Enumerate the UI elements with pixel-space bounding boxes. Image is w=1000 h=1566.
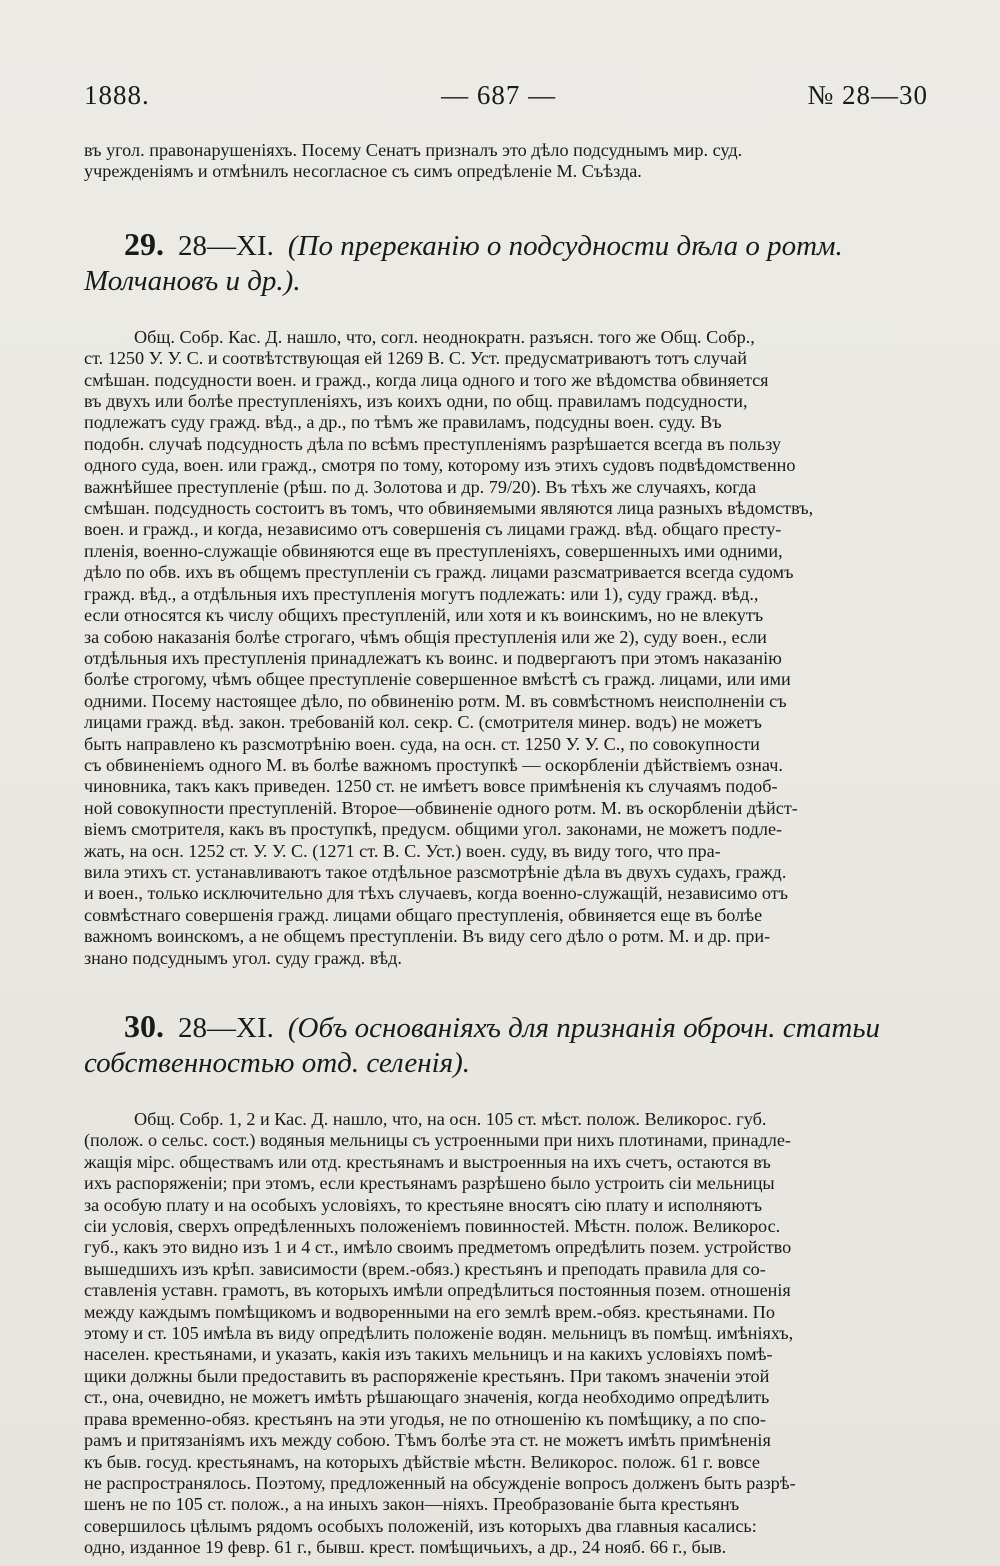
text-line: гражд. вѣд., а отдѣльныя ихъ преступленія могутъ подлежать: или 1), суду гражд. вѣд.,	[84, 583, 759, 604]
text-line: ставленія уставн. грамотъ, въ которыхъ имѣли опредѣлиться постоянныя позем. отношенія	[84, 1280, 791, 1301]
text-line: смѣшан. подсудности воен. и гражд., когда лица одного и того же вѣдомства обвиняется	[84, 369, 769, 390]
header-issue-numbers: № 28—30	[807, 80, 928, 110]
text-line: права временно-обяз. крестьянъ на эти угодья, не по отношенію къ помѣщику, а по спо-	[84, 1408, 766, 1429]
section-title: (По пререканію о подсудности дѣла о ротм.	[287, 229, 843, 262]
text-line: къ быв. госуд. крестьянамъ, на которыхъ дѣйствіе мѣстн. Великорос. полож. 61 г. вовсе	[84, 1451, 760, 1472]
text-line: въ угол. правонарушеніяхъ. Посему Сенатъ призналъ это дѣло подсуднымъ мир. суд.	[84, 140, 743, 160]
text-line: совершилось цѣлымъ рядомъ особыхъ положеній, изъ которыхъ два главныя касались:	[84, 1515, 757, 1536]
text-line: (полож. о сельс. сост.) водяныя мельницы съ устроенными при нихъ плотинами, принадле-	[84, 1130, 791, 1151]
section-date: 28—XI.	[178, 229, 274, 262]
text-line: въ двухъ или болѣе преступленіяхъ, изъ коихъ одни, по общ. правиламъ подсудности,	[84, 391, 748, 412]
text-line: отдѣльныя ихъ преступленія принадлежатъ къ воинс. и подвергаютъ при этомъ наказанію	[84, 647, 782, 668]
text-line: важномъ воинскомъ, а не общемъ преступленіи. Въ виду сего дѣло о ротм. М. и др. при-	[84, 926, 771, 947]
text-line: за собою наказанія болѣе строгаго, чѣмъ общія преступленія или же 2), суду воен., если	[84, 626, 767, 647]
text-line: ихъ распоряженіи; при этомъ, если крестьянамъ разрѣшено было устроить сіи мельницы	[84, 1173, 775, 1194]
text-line: одними. Посему настоящее дѣло, по обвиненію ротм. М. въ совмѣстномъ неисполненіи съ	[84, 690, 787, 711]
text-line: этому и ст. 105 имѣла въ виду опредѣлить положеніе водян. мельницъ въ помѣщ. имѣніяхъ,	[84, 1323, 794, 1344]
text-line: жать, на осн. 1252 ст. У. У. С. (1271 ст. В. С. Уст.) воен. суду, въ виду того, что пра-	[84, 840, 721, 861]
section-30-body	[84, 1109, 928, 1559]
text-line: ст., она, очевидно, не можетъ имѣть рѣшающаго значенія, когда необходимо опредѣлить	[84, 1387, 770, 1408]
text-line: учрежденіямъ и отмѣнилъ несогласное съ симъ опредѣленіе М. Съѣзда.	[84, 161, 642, 182]
text-line: не распространялось. Поэтому, предложенный на обсужденіе вопросъ долженъ быть разрѣ-	[84, 1472, 796, 1493]
text-line: воен. и гражд., и когда, независимо отъ совершенія съ лицами гражд. вѣд. общаго престу-	[84, 519, 782, 540]
text-line: за особую плату и на особыхъ условіяхъ, то крестьяне вносятъ сію плату и исполняютъ	[84, 1194, 763, 1215]
text-line: важнѣйшее преступленіе (рѣш. по д. Золотова и др. 79/20). Въ тѣхъ же случаяхъ, когда	[84, 476, 757, 497]
header-year: 1888.	[84, 80, 150, 110]
text-line: между каждымъ помѣщикомъ и водворенными на его землѣ врем.-обяз. крестьянами. По	[84, 1301, 775, 1322]
text-line: Общ. Собр. Кас. Д. нашло, что, согл. неоднократн. разъясн. того же Общ. Собр.,	[134, 326, 755, 347]
text-line: щики должны были предоставить въ распоряженіе крестьянъ. При такомъ значеніи этой	[84, 1365, 770, 1386]
text-line: подобн. случаѣ подсудность дѣла по всѣмъ преступленіямъ разрѣшается всегда въ пользу	[84, 433, 781, 454]
text-line: болѣе строгому, чѣмъ общее преступленіе совершенное вмѣстѣ съ гражд. лицами, или ими	[84, 669, 791, 690]
section-29-body	[84, 327, 928, 969]
text-line: ной совокупности преступленій. Второе—обвиненіе одного ротм. М. въ оскорбленіи дѣйст-	[84, 797, 798, 818]
header-page-number: — 687 —	[441, 80, 557, 110]
text-line: смѣшан. подсудность состоитъ въ томъ, что обвиняемыми являются лица разныхъ вѣдомствъ,	[84, 498, 814, 519]
section-30-heading	[84, 1009, 928, 1081]
section-number: 30.	[124, 1008, 164, 1044]
text-line: жащія мірс. обществамъ или отд. крестьянамъ и выстроенныя на ихъ счетъ, остаются въ	[84, 1151, 771, 1172]
text-line: Общ. Собр. 1, 2 и Кас. Д. нашло, что, на осн. 105 ст. мѣст. полож. Великорос. губ.	[134, 1109, 767, 1129]
text-line: подлежатъ суду гражд. вѣд., а др., по тѣмъ же правиламъ, подсудны воен. суду. Въ	[84, 412, 722, 433]
text-line: пленія, военно-служащіе обвиняются еще въ преступленіяхъ, совершенныхъ ими одними,	[84, 540, 783, 561]
text-line: съ обвиненіемъ одного М. въ болѣе важномъ проступкѣ — оскорбленіи дѣйствіемъ означ.	[84, 754, 783, 775]
text-line: быть направлено къ разсмотрѣнію воен. суда, на осн. ст. 1250 У. У. С., по совокупности	[84, 733, 760, 754]
text-line: вила этихъ ст. устанавливаютъ такое отдѣльное разсмотрѣніе дѣла въ двухъ судахъ, гражд.	[84, 861, 787, 882]
text-line: совмѣстнаго совершенія гражд. лицами общаго преступленія, обвиняется еще въ болѣе	[84, 904, 763, 925]
text-line: шенъ не по 105 ст. полож., а на иныхъ закон—ніяхъ. Преобразованіе быта крестьянъ	[84, 1494, 740, 1515]
running-header	[84, 80, 928, 132]
text-line: одного суда, воен. или гражд., смотря по тому, которому изъ этихъ судовъ подвѣдомственно	[84, 455, 796, 476]
text-line: если относятся къ числу общихъ преступлeній, или хотя и къ воинскимъ, но не влекутъ	[84, 605, 764, 626]
text-line: губ., какъ это видно изъ 1 и 4 ст., имѣло своимъ предметомъ опредѣлить позем. устройство	[84, 1237, 792, 1258]
text-line: чиновника, такъ какъ приведен. 1250 ст. не имѣетъ вовсе примѣненія къ случаямъ подоб-	[84, 776, 778, 797]
text-line: лицами гражд. вѣд. закон. требованій кол. секр. С. (смотрителя минер. водъ) не можетъ	[84, 712, 762, 733]
text-line: віемъ смотрителя, какъ въ проступкѣ, предусм. общими угол. законами, не можетъ подле-	[84, 819, 783, 840]
text-line: и воен., только исключительно для тѣхъ случаевъ, когда военно-служащій, независимо отъ	[84, 883, 789, 904]
text-line: населен. крестьянами, и указать, какія изъ такихъ мельницъ и на какихъ условіяхъ помѣ-	[84, 1344, 773, 1365]
text-line: одно, изданное 19 февр. 61 г., бывш. крест. помѣщичьихъ, а др., 24 нояб. 66 г., быв.	[84, 1537, 727, 1558]
section-date: 28—XI.	[178, 1012, 274, 1044]
section-title-continued: собственностью отд. селенія).	[84, 1047, 471, 1079]
section-title: (Объ основаніяхъ для признанія оброчн. статьи	[287, 1012, 881, 1044]
text-line: рамъ и притязаніямъ ихъ между собою. Тѣмъ болѣе эта ст. не можетъ имѣть примѣненія	[84, 1430, 771, 1451]
continuation-paragraph	[84, 140, 928, 183]
text-line: сіи условія, сверхъ опредѣленныхъ положеніемъ повинностей. Мѣстн. полож. Великорос.	[84, 1216, 781, 1237]
section-29-heading	[84, 227, 928, 299]
text-line: вышедшихъ изъ крѣп. зависимости (врем.-обяз.) крестьянъ и преподать правила для со-	[84, 1258, 766, 1279]
text-line: дѣло по обв. ихъ въ общемъ преступленіи съ гражд. лицами разсматривается всегда судомъ	[84, 562, 794, 583]
section-number: 29.	[124, 225, 164, 262]
section-title-continued: Молчановъ и др.).	[84, 264, 301, 297]
text-line: ст. 1250 У. У. С. и соотвѣтствующая ей 1269 В. С. Уст. предусматриваютъ тотъ случай	[84, 348, 747, 369]
text-line: знано подсуднымъ угол. суду гражд. вѣд.	[84, 947, 402, 968]
